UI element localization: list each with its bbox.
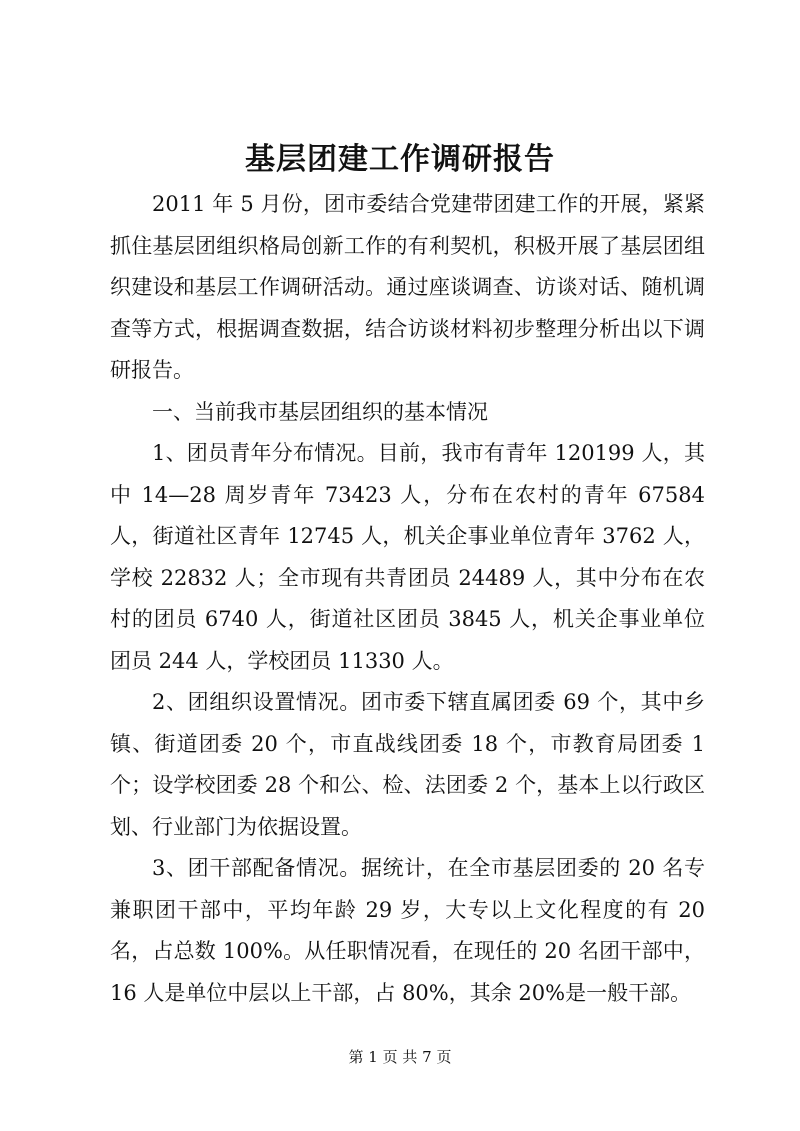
- youth-distribution-paragraph: 1、团员青年分布情况。目前，我市有青年 120199 人，其中 14—28 周岁青年 73423 人，分布在农村的青年 67584 人，街道社区青年 12745 人，机关企事业单位青年 3762 人，学校 22832 人；全市现有共青团员 24489 人，其中分布在农村的团员 6740 人，街道社区团员 3845 人，机关企事业单位团员 244 人，学校团员 11330 人。: [110, 441, 705, 673]
- document-title: 基层团建工作调研报告: [245, 142, 555, 177]
- organization-setup-paragraph: 2、团组织设置情况。团市委下辖直属团委 69 个，其中乡镇、街道团委 20 个，市直战线团委 18 个，市教育局团委 1 个；设学校团委 28 个和公、检、法团委 2 个，基本上以行政区划、行业部门为依据设置。: [110, 690, 705, 839]
- section-heading: 一、当前我市基层团组织的基本情况: [152, 399, 488, 424]
- page-footer: 第 1 页 共 7 页: [348, 1048, 452, 1066]
- cadre-staffing-paragraph: 3、团干部配备情况。据统计，在全市基层团委的 20 名专兼职团干部中，平均年龄 29 岁，大专以上文化程度的有 20 名，占总数 100%。从任职情况看，在现任的 20 名团干部中，16 人是单位中层以上干部，占 80%，其余 20%是一般干部。: [110, 856, 705, 1005]
- document-body: [110, 184, 705, 1014]
- intro-paragraph: 2011 年 5 月份，团市委结合党建带团建工作的开展，紧紧抓住基层团组织格局创新工作的有利契机，积极开展了基层团组织建设和基层工作调研活动。通过座谈调查、访谈对话、随机调查等方式，根据调查数据，结合访谈材料初步整理分析出以下调研报告。: [110, 192, 705, 382]
